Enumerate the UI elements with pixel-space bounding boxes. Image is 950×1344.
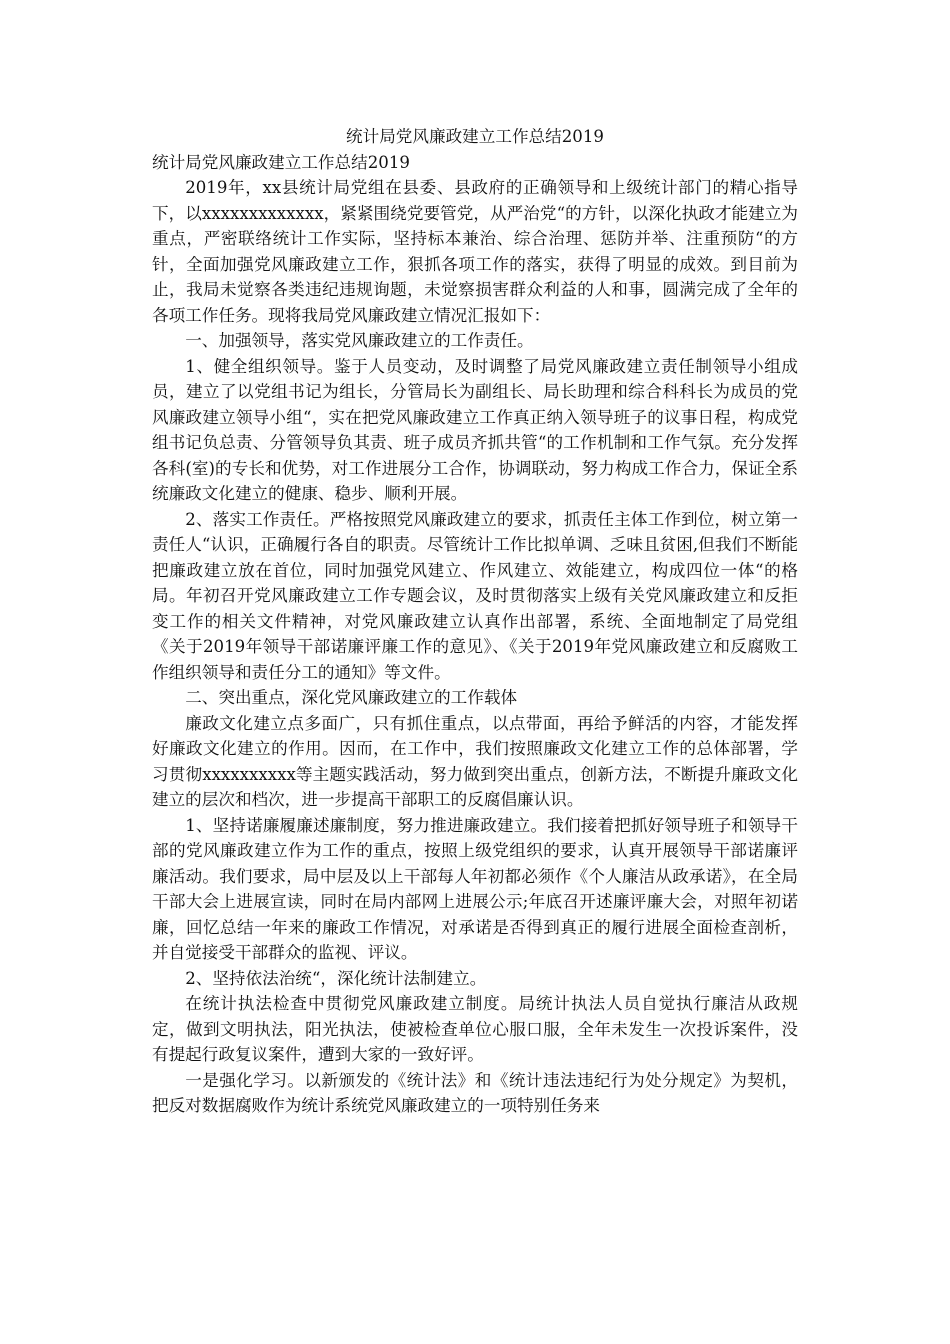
paragraph: 1、坚持诺廉履廉述廉制度，努力推进廉政建立。我们接着把抓好领导班子和领导干部的党风廉政建立作为工作的重点，按照上级党组织的要求，认真开展领导干部诺廉评廉活动。我们要求，局中层及以上干部每人年初都必须作《个人廉洁从政承诺》，在全局干部大会上进展宣读，同时在局内部网上进展公示;年底召开述廉评廉大会，对照年初诺廉，回忆总结一年来的廉政工作情况，对承诺是否得到真正的履行进展全面检查剖析，并自觉接受干部群众的监视、评议。 bbox=[152, 815, 798, 962]
document-subtitle: 统计局党风廉政建立工作总结2019 bbox=[152, 152, 410, 172]
section-heading: 一、加强领导，落实党风廉政建立的工作责任。 bbox=[185, 331, 534, 350]
paragraph: 2、落实工作责任。严格按照党风廉政建立的要求，抓责任主体工作到位，树立第一责任人“认识，正确履行各自的职责。尽管统计工作比拟单调、乏味且贫困,但我们不断能把廉政建立放在首位，同时加强党风建立、作风建立、效能建立，构成四位一体“的格局。年初召开党风廉政建立工作专题会议，及时贯彻落实上级有关党风廉政建立和反拒变工作的相关文件精神，对党风廉政建立认真作出部署，系统、全面地制定了局党组《关于2019年领导干部诺廉评廉工作的意见》、《关于2019年党风廉政建立和反腐败工作组织领导和责任分工的通知》等文件。 bbox=[152, 509, 798, 682]
paragraph: 一是强化学习。以新颁发的《统计法》和《统计违法违纪行为处分规定》为契机，把反对数据腐败作为统计系统党风廉政建立的一项特别任务来 bbox=[152, 1070, 798, 1115]
paragraph: 在统计执法检查中贯彻党风廉政建立制度。局统计执法人员自觉执行廉洁从政规定，做到文明执法，阳光执法，使被检查单位心服口服，全年未发生一次投诉案件，没有提起行政复议案件，遭到大家的一致好评。 bbox=[152, 994, 798, 1064]
paragraph: 廉政文化建立点多面广，只有抓住重点，以点带面，再给予鲜活的内容，才能发挥好廉政文化建立的作用。因而，在工作中，我们按照廉政文化建立工作的总体部署，学习贯彻xxxxxxxxxx等主题实践活动，努力做到突出重点，创新方法，不断提升廉政文化建立的层次和档次，进一步提高干部职工的反腐倡廉认识。 bbox=[152, 713, 798, 809]
document-page bbox=[152, 124, 798, 1119]
paragraph: 1、健全组织领导。鉴于人员变动，及时调整了局党风廉政建立责任制领导小组成员，建立了以党组书记为组长，分管局长为副组长、局长助理和综合科科长为成员的党风廉政建立领导小组“，实在把党风廉政建立工作真正纳入领导班子的议事日程，构成党组书记负总责、分管领导负其责、班子成员齐抓共管“的工作机制和工作气氛。充分发挥各科(室)的专长和优势，对工作进展分工合作，协调联动，努力构成工作合力，保证全系统廉政文化建立的健康、稳步、顺利开展。 bbox=[152, 356, 798, 503]
paragraph: 2、坚持依法治统“，深化统计法制建立。 bbox=[185, 968, 487, 988]
section-heading: 二、突出重点，深化党风廉政建立的工作载体 bbox=[185, 688, 518, 707]
paragraph: 2019年，xx县统计局党组在县委、县政府的正确领导和上级统计部门的精心指导下，以xxxxxxxxxxxxx，紧紧围绕党要管党，从严治党“的方针，以深化执政才能建立为重点，严密联络统计工作实际，坚持标本兼治、综合治理、惩防并举、注重预防“的方针，全面加强党风廉政建立工作，狠抓各项工作的落实，获得了明显的成效。到目前为止，我局未觉察各类违纪违规询题，未觉察损害群众利益的人和事，圆满完成了全年的各项工作任务。现将我局党风廉政建立情况汇报如下： bbox=[152, 178, 798, 325]
document-title: 统计局党风廉政建立工作总结2019 bbox=[346, 127, 604, 146]
